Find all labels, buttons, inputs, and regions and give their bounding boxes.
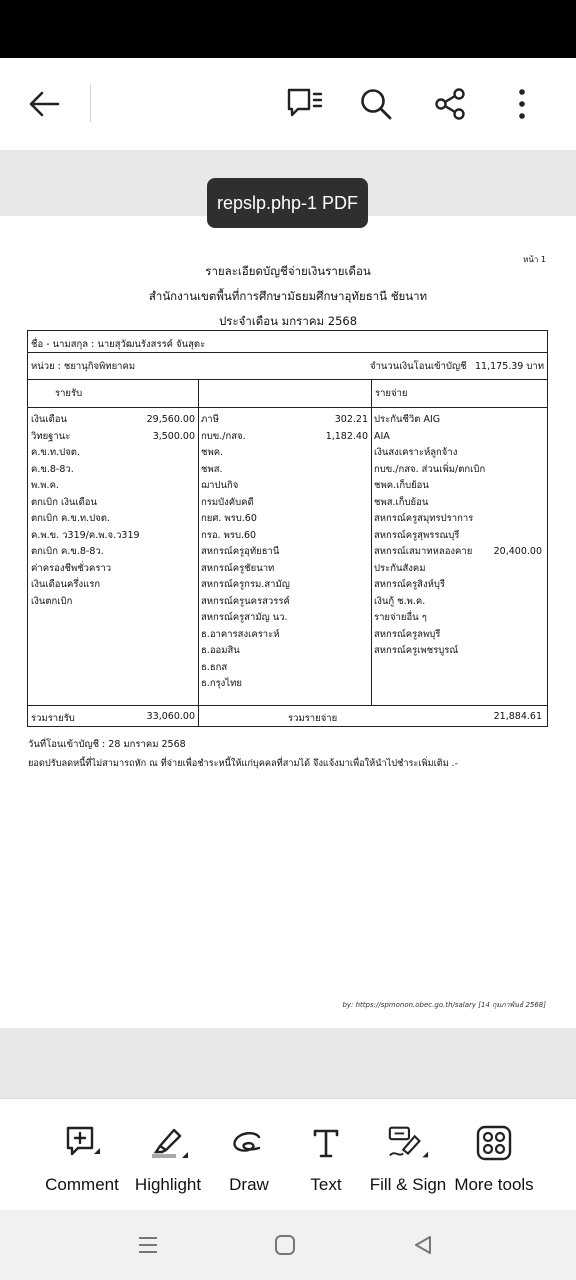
expense-item: AIA — [374, 430, 390, 442]
expense-item: ชพส.เก็บย้อน — [374, 496, 429, 508]
income-item: ค่าครองชีพชั่วคราว — [31, 562, 112, 574]
employee-name: ชื่อ - นามสกุล : นายสุวัฒนรังสรรค์ จันสุตะ — [31, 339, 206, 350]
total-expense: 21,884.61 — [493, 711, 542, 722]
recent-apps-button[interactable] — [133, 1230, 163, 1260]
expense-item: สหกรณ์ครูเพชรบูรณ์ — [374, 645, 459, 656]
status-bar — [0, 0, 576, 58]
app-bar-divider — [90, 84, 91, 122]
filename-tooltip: repslp.php-1 PDF — [207, 178, 368, 228]
expense-item: ชพค. — [201, 447, 224, 458]
comments-button[interactable] — [282, 82, 326, 126]
text-label: Text — [310, 1175, 342, 1194]
income-item: ตกเบิก ค.ข.8-8ว. — [31, 546, 104, 557]
expense-item: สหกรณ์ครูสิงห์บุรี — [374, 579, 446, 590]
expense-item: สหกรณ์ครูอุทัยธานี — [201, 546, 280, 557]
recent-apps-icon — [137, 1234, 159, 1256]
highlight-tool[interactable] — [128, 1099, 208, 1211]
share-button[interactable] — [428, 82, 472, 126]
column-rule — [371, 379, 372, 705]
expense-item: ธ.ออมสิน — [201, 645, 240, 656]
expense-list-1 — [201, 412, 290, 693]
expense-amounts-1 — [326, 412, 368, 445]
home-icon — [274, 1234, 296, 1256]
fill-sign-icon — [386, 1124, 430, 1162]
expense-item: กบข./กสจ. ส่วนเพิ่ม/ตกเบิก — [374, 463, 486, 475]
income-header: รายรับ — [55, 388, 83, 399]
doc-subtitle: สำนักงานเขตพื้นที่การศึกษามัธยมศึกษาอุทัยธานี ชัยนาท — [148, 289, 428, 303]
table-rule — [28, 407, 547, 408]
more-tools-label: More tools — [454, 1175, 534, 1194]
expense-header: รายจ่าย — [375, 388, 408, 399]
comment-add-icon — [62, 1124, 102, 1162]
expense-item: สหกรณ์เสมาทหลองคาย — [374, 546, 473, 557]
expense-item: สหกรณ์ครูสุพรรณบุรี — [374, 529, 460, 541]
doc-title: รายละเอียดบัญชีจ่ายเงินรายเดือน — [205, 264, 371, 278]
expense-item: สหกรณ์ครูลพบุรี — [374, 628, 441, 640]
expense-item: ฌาปนกิจ — [201, 480, 239, 491]
total-income-label: รวมรายรับ — [31, 713, 75, 724]
share-icon — [433, 87, 467, 121]
expense-item: ชพส. — [201, 463, 223, 475]
expense-item: สหกรณ์ครูกรม.สามัญ — [201, 579, 290, 590]
employee-unit: หน่วย : ชยานุกิจพิทยาคม — [31, 361, 136, 372]
pdf-page[interactable] — [0, 216, 576, 1028]
fill-sign-label: Fill & Sign — [369, 1175, 447, 1194]
expense-item: กรมบังคับคดี — [201, 496, 254, 508]
highlighter-icon — [146, 1124, 190, 1162]
income-item: ตกเบิก เงินเดือน — [31, 496, 97, 508]
more-vertical-icon — [517, 88, 527, 120]
column-rule — [198, 379, 199, 727]
draw-icon — [229, 1128, 269, 1158]
expense-item: กบข./กสจ. — [201, 430, 246, 442]
expense-item: ชพค.เก็บย้อน — [374, 480, 429, 491]
expense-item: สหกรณ์ครูชัยนาท — [201, 562, 275, 574]
expense-item: สหกรณ์ครูนครสวรรค์ — [201, 595, 290, 607]
income-amounts — [147, 412, 195, 445]
text-icon — [311, 1127, 341, 1159]
expense-item: ธ.อาคารสงเคราะห์ — [201, 628, 280, 640]
search-icon — [359, 87, 393, 121]
comment-tool[interactable] — [42, 1099, 122, 1211]
total-expense-label: รวมรายจ่าย — [288, 713, 338, 724]
search-button[interactable] — [354, 82, 398, 126]
income-item: ค.ข.ท.ปจต. — [31, 447, 80, 458]
source-credit: by: https://spmonon.obec.go.th/salary [14 กุมภาพันธ์ 2568] — [342, 1001, 546, 1009]
comment-list-icon — [285, 87, 323, 121]
income-item: ค.พ.ข. ว319/ค.พ.จ.ว319 — [31, 529, 140, 541]
expense-item: เงินสงเคราะห์ลูกจ้าง — [374, 447, 458, 458]
payslip-table — [27, 330, 548, 727]
fill-sign-tool[interactable] — [366, 1099, 450, 1211]
comment-label: Comment — [45, 1175, 119, 1194]
income-item: วิทยฐานะ — [31, 430, 71, 442]
income-item: ค.ข.8-8ว. — [31, 463, 74, 475]
expense-item: ภาษี — [201, 414, 219, 425]
home-button[interactable] — [270, 1230, 300, 1260]
income-item: เงินตกเบิก — [31, 595, 73, 607]
back-button[interactable] — [22, 82, 66, 126]
app-bar — [0, 58, 576, 150]
expense-item: ประกันสังคม — [374, 562, 426, 574]
system-nav-bar — [0, 1210, 576, 1280]
transfer-date: วันที่โอนเข้าบัญชี : 28 มกราคม 2568 — [28, 739, 186, 750]
expense-item: ธ.กรุงไทย — [201, 678, 242, 689]
page-number: หน้า 1 — [523, 255, 546, 264]
deduction-note: ยอดปรับลดหนี้ที่ไม่สามารถหัก ณ ที่จ่ายเพื่อชำระหนี้ให้แก่บุคคลที่สามได้ จึงแจ้งมาเพื่อให้นำไปชำระเพิ่มเติม .- — [28, 758, 458, 769]
table-rule — [28, 379, 547, 380]
overflow-menu-button[interactable] — [500, 82, 544, 126]
expense-item: กยศ. พรบ.60 — [201, 513, 257, 524]
expense-item: เงินกู้ ช.พ.ค. — [374, 595, 426, 607]
highlight-label: Highlight — [134, 1175, 202, 1194]
total-income: 33,060.00 — [146, 711, 195, 722]
bottom-toolbar — [0, 1098, 576, 1211]
grid-icon — [476, 1125, 512, 1161]
expense-item: สหกรณ์ครูสามัญ นว. — [201, 612, 288, 623]
income-item: เงินเดือนครึ่งแรก — [31, 579, 101, 590]
more-tools-button[interactable] — [452, 1099, 536, 1211]
income-amount: 3,500.00 — [152, 430, 195, 442]
transfer-amount: 11,175.39 บาท — [475, 361, 544, 372]
income-item: พ.พ.ค. — [31, 480, 59, 491]
expense-item: รายจ่ายอื่น ๆ — [374, 612, 427, 623]
doc-period: ประจำเดือน มกราคม 2568 — [218, 314, 358, 328]
draw-label: Draw — [229, 1175, 269, 1194]
system-back-button[interactable] — [408, 1230, 438, 1260]
expense-item: ธ.ธกส — [201, 661, 228, 673]
income-item: เงินเดือน — [31, 414, 67, 425]
table-rule — [28, 352, 547, 353]
arrow-left-icon — [28, 90, 60, 118]
text-tool[interactable] — [296, 1099, 356, 1211]
expense-amount-2: 20,400.00 — [493, 546, 542, 557]
expense-item: กรอ. พรบ.60 — [201, 529, 257, 541]
expense-item: สหกรณ์ครูสมุทรปราการ — [374, 513, 474, 524]
income-list — [31, 412, 140, 610]
viewer-background — [0, 1028, 576, 1098]
expense-amount: 1,182.40 — [325, 430, 368, 442]
expense-amount: 302.21 — [334, 414, 368, 425]
expense-item: ประกันชีวิต AIG — [374, 414, 441, 425]
expense-list-2 — [374, 412, 485, 660]
income-amount: 29,560.00 — [146, 414, 195, 425]
transfer-label: จำนวนเงินโอนเข้าบัญชี — [370, 361, 467, 372]
table-rule — [28, 705, 547, 706]
draw-tool[interactable] — [214, 1099, 284, 1211]
income-item: ตกเบิก ค.ข.ท.ปจต. — [31, 513, 110, 524]
triangle-back-icon — [412, 1234, 434, 1256]
